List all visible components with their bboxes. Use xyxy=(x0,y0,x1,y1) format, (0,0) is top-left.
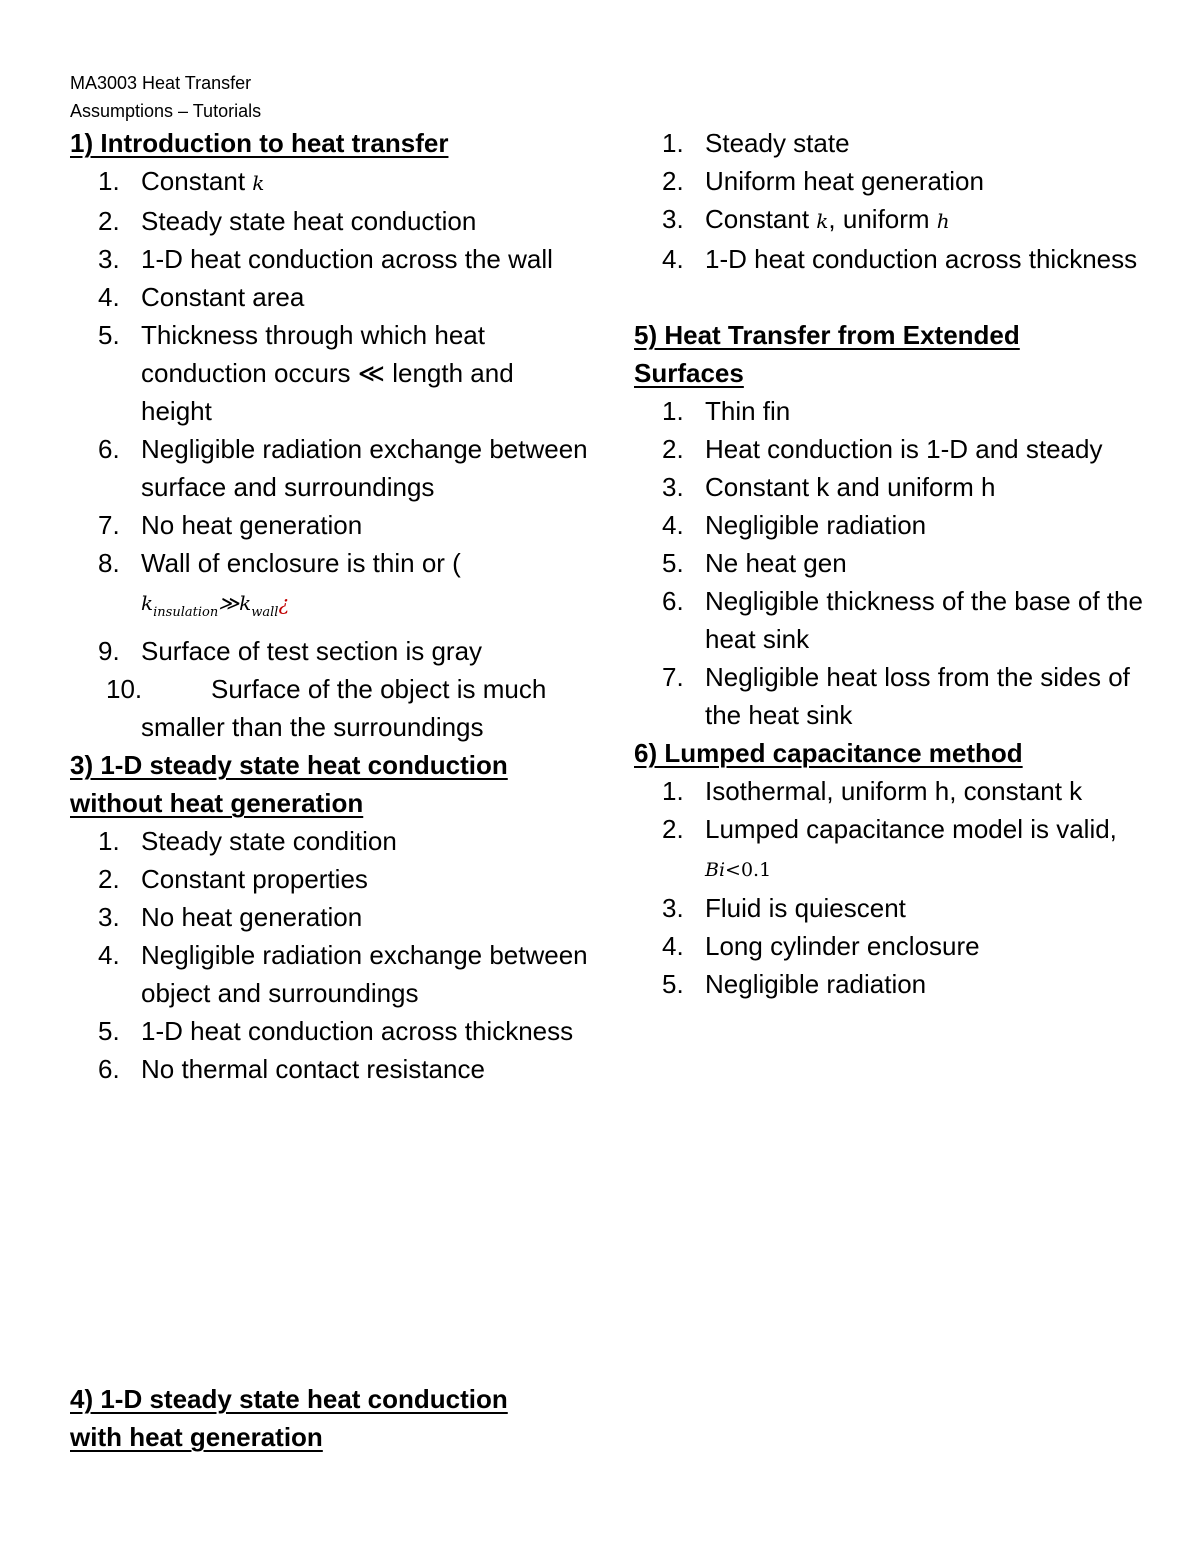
list-item xyxy=(70,822,590,860)
list-item xyxy=(70,936,590,1012)
left-column xyxy=(70,124,590,1088)
item-text: Heat conduction is 1-D and steady xyxy=(705,434,1103,464)
heading-line: 4) 1-D steady state heat conduction xyxy=(70,1384,508,1414)
assumption-list xyxy=(70,162,590,746)
item-number: 7. xyxy=(98,510,120,540)
list-item xyxy=(634,658,1154,734)
item-number: 3. xyxy=(662,204,684,234)
item-number: 3. xyxy=(98,902,120,932)
item-number: 8. xyxy=(98,548,120,578)
item-number: 7. xyxy=(662,662,684,692)
list-item xyxy=(70,544,590,632)
section-heading xyxy=(70,746,590,822)
math-symbol: k xyxy=(252,171,265,195)
item-number: 6. xyxy=(662,586,684,616)
math-symbol: k xyxy=(816,209,829,233)
math-symbol: k xyxy=(239,591,252,615)
item-text: Constant k and uniform h xyxy=(705,472,996,502)
section-heading xyxy=(70,1380,590,1456)
document-subtitle: Assumptions – Tutorials xyxy=(70,101,262,121)
list-item xyxy=(634,162,1154,200)
list-item xyxy=(634,889,1154,927)
item-number: 6. xyxy=(98,434,120,464)
math-operator: ≫ xyxy=(218,591,240,615)
item-text: Steady state xyxy=(705,128,850,158)
math-symbol: h xyxy=(936,209,950,233)
section-with-generation-items xyxy=(634,124,1154,278)
list-item xyxy=(634,506,1154,544)
list-item xyxy=(70,1050,590,1088)
item-text-first xyxy=(141,674,211,704)
item-text: 1-D heat conduction across the wall xyxy=(141,244,553,274)
heading-line: with heat generation xyxy=(70,1422,323,1452)
item-number: 4. xyxy=(662,244,684,274)
item-number: 3. xyxy=(662,893,684,923)
item-number: 5. xyxy=(98,1016,120,1046)
item-text: 1-D heat conduction across thickness xyxy=(141,1016,574,1046)
list-item xyxy=(70,670,590,746)
item-number: 5. xyxy=(662,969,684,999)
item-text: Surface of the object is much smaller than the surroundings xyxy=(141,674,547,742)
item-text: Wall of enclosure is thin or ( xyxy=(141,548,461,578)
section-heading xyxy=(634,316,1154,392)
list-item xyxy=(634,124,1154,162)
item-text: Negligible radiation exchange between object and surroundings xyxy=(141,940,588,1008)
item-text: Steady state condition xyxy=(141,826,397,856)
list-item xyxy=(634,927,1154,965)
item-number: 1. xyxy=(98,166,120,196)
math-inequality: <0.1 xyxy=(725,859,772,881)
list-item xyxy=(70,240,590,278)
item-text: Surface of test section is gray xyxy=(141,636,483,666)
item-number: 4. xyxy=(662,510,684,540)
item-text: , uniform xyxy=(828,204,937,234)
list-item xyxy=(70,162,590,202)
assumption-list xyxy=(634,772,1154,1003)
list-item xyxy=(70,202,590,240)
list-item xyxy=(634,582,1154,658)
list-item xyxy=(634,430,1154,468)
item-text: Negligible radiation exchange between surface and surroundings xyxy=(141,434,588,502)
item-text: Thickness through which heat conduction occurs ≪ length and height xyxy=(141,320,514,426)
item-number: 4. xyxy=(98,940,120,970)
item-text: Lumped capacitance model is valid, xyxy=(705,814,1117,844)
item-number: 1. xyxy=(662,396,684,426)
right-column xyxy=(634,124,1154,1003)
list-item xyxy=(70,316,590,430)
item-number: 2. xyxy=(98,206,120,236)
course-title: MA3003 Heat Transfer xyxy=(70,73,252,93)
item-number: 5. xyxy=(662,548,684,578)
item-number: 3. xyxy=(98,244,120,274)
list-item xyxy=(70,278,590,316)
item-text: Constant area xyxy=(141,282,305,312)
list-item xyxy=(70,632,590,670)
heading-line: 5) Heat Transfer from Extended xyxy=(634,320,1020,350)
item-text: Constant xyxy=(705,204,817,234)
item-text: Thin fin xyxy=(705,396,791,426)
section-with-generation-heading-block xyxy=(70,1380,590,1456)
item-text: Uniform heat generation xyxy=(705,166,984,196)
item-text: No thermal contact resistance xyxy=(141,1054,485,1084)
item-text: 1-D heat conduction across thickness xyxy=(705,244,1138,274)
item-number: 5. xyxy=(98,320,120,350)
item-text: Constant xyxy=(141,166,253,196)
list-item xyxy=(70,1012,590,1050)
list-item xyxy=(70,430,590,506)
assumption-list xyxy=(634,392,1154,734)
math-symbol: Bi xyxy=(705,859,726,881)
item-number: 1. xyxy=(98,826,120,856)
item-text: Negligible heat loss from the sides of the heat sink xyxy=(705,662,1130,730)
heading-line: 3) 1-D steady state heat conduction xyxy=(70,750,508,780)
list-item xyxy=(70,506,590,544)
list-item xyxy=(634,468,1154,506)
item-text: Negligible radiation xyxy=(705,969,927,999)
math-subscript: wall xyxy=(251,605,279,620)
item-text: Negligible radiation xyxy=(705,510,927,540)
math-subscript: insulation xyxy=(153,605,219,620)
heading-line: Surfaces xyxy=(634,358,744,388)
item-text: No heat generation xyxy=(141,510,363,540)
item-text: Steady state heat conduction xyxy=(141,206,477,236)
math-symbol: k xyxy=(141,591,154,615)
section-heading: 1) Introduction to heat transfer xyxy=(70,128,449,158)
item-number: 4. xyxy=(98,282,120,312)
item-number: 1. xyxy=(662,128,684,158)
item-text: Long cylinder enclosure xyxy=(705,931,980,961)
item-text: Constant properties xyxy=(141,864,368,894)
section-heading: 6) Lumped capacitance method xyxy=(634,738,1023,768)
item-number: 2. xyxy=(662,166,684,196)
item-number: 6. xyxy=(98,1054,120,1084)
item-number: 2. xyxy=(662,814,684,844)
item-text: No heat generation xyxy=(141,902,363,932)
list-item xyxy=(70,860,590,898)
math-expression xyxy=(705,859,771,881)
list-item xyxy=(634,240,1154,278)
math-error-glyph: ¿ xyxy=(278,591,290,615)
list-item xyxy=(634,200,1154,240)
item-number: 1. xyxy=(662,776,684,806)
section-extended-surfaces xyxy=(634,316,1154,734)
list-item xyxy=(70,898,590,936)
list-item xyxy=(634,544,1154,582)
item-number: 3. xyxy=(662,472,684,502)
list-item xyxy=(634,965,1154,1003)
section-no-generation xyxy=(70,746,590,1088)
item-text: Isothermal, uniform h, constant k xyxy=(705,776,1083,806)
item-text: Negligible thickness of the base of the heat sink xyxy=(705,586,1143,654)
spacer xyxy=(634,278,1154,316)
item-number: 2. xyxy=(662,434,684,464)
item-text: Fluid is quiescent xyxy=(705,893,906,923)
section-intro xyxy=(70,124,590,746)
list-item xyxy=(634,392,1154,430)
item-number: 4. xyxy=(662,931,684,961)
assumption-list xyxy=(70,822,590,1088)
list-item xyxy=(634,772,1154,810)
section-lumped-capacitance xyxy=(634,734,1154,1003)
item-number: 2. xyxy=(98,864,120,894)
item-number: 9. xyxy=(98,636,120,666)
heading-line: without heat generation xyxy=(70,788,364,818)
item-text: Ne heat gen xyxy=(705,548,847,578)
item-number: 10. xyxy=(106,674,143,704)
list-item xyxy=(634,810,1154,889)
assumption-list xyxy=(634,124,1154,278)
